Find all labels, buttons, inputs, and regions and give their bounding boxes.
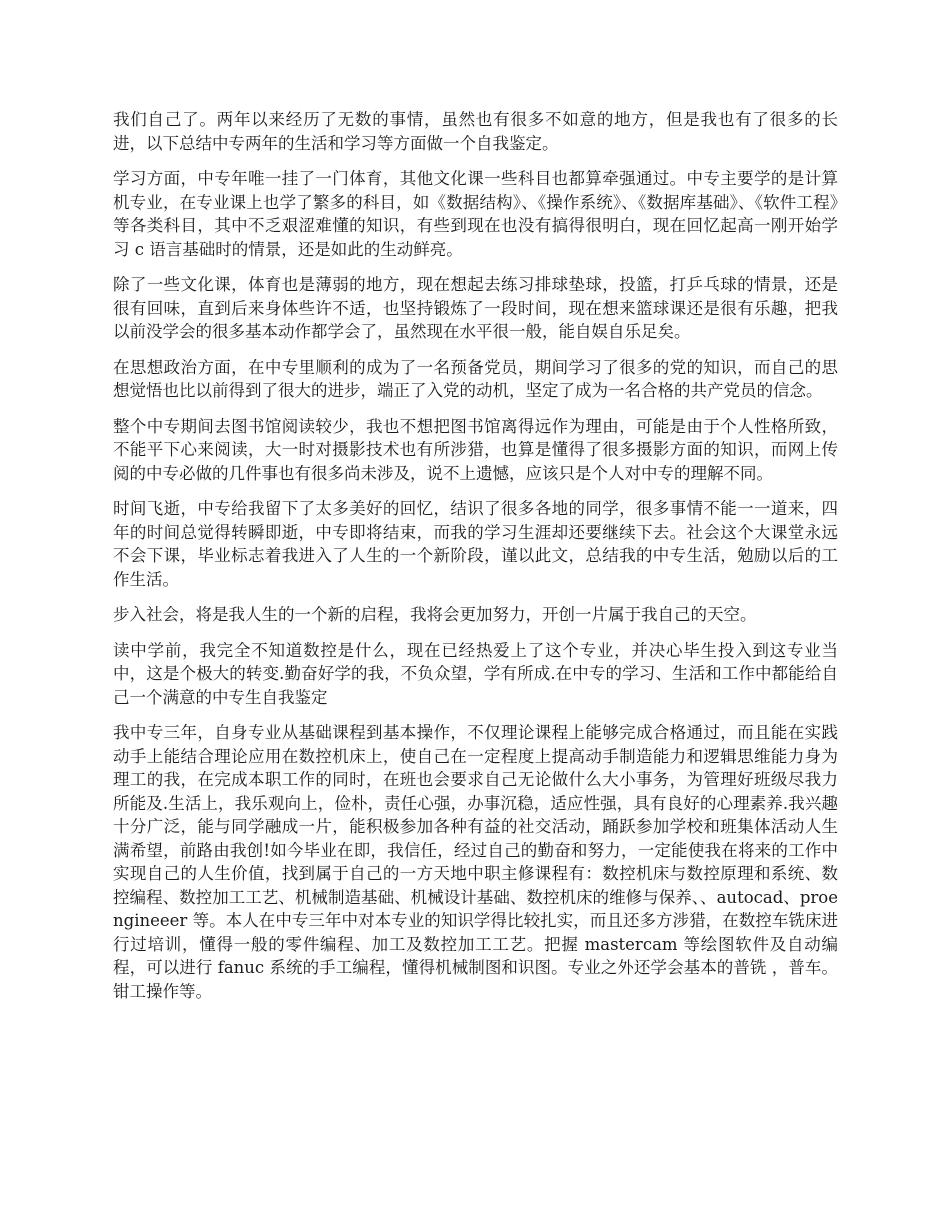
paragraph: 时间飞逝，中专给我留下了太多美好的回忆，结识了很多各地的同学，很多事情不能一一道来，四年的时间总觉得转瞬即逝，中专即将结束，而我的学习生涯却还要继续下去。社会这个大课堂永远不会下课，毕业标志着我进入了人生的一个新阶段，谨以此文，总结我的中专生活，勉励以后的工作生活。 (113, 499, 838, 589)
paragraph: 我中专三年，自身专业从基础课程到基本操作，不仅理论课程上能够完成合格通过，而且能在实践动手上能结合理论应用在数控机床上，使自己在一定程度上提高动手制造能力和逻辑思维能力身为理工的我，在完成本职工作的同时，在班也会要求自己无论做什么大小事务，为管理好班级尽我力所能及.生活上，我乐观向上，俭朴，责任心强，办事沉稳，适应性强，具有良好的心理素养.我兴趣十分广泛，能与同学融成一片，能积极参加各种有益的社交活动，踊跃参加学校和班集体活动人生满希望，前路由我创!如今毕业在即，我信任，经过自己的勤奋和努力，一定能使我在将来的工作中实现自己的人生价值，找到属于自己的一方天地中职主修课程有：数控机床与数控原理和系统、数控编程、数控加工工艺、机械制造基础、机械设计基础、数控机床的维修与保养、、autocad、proengineeer 等。本人在中专三年中对本专业的知识学得比较扎实，而且还多方涉猎，在数控车铣床进行过培训，懂得一般的零件编程、加工及数控加工工艺。把握 mastercam 等绘图软件及自动编程，可以进行 fanuc 系统的手工编程，懂得机械制图和识图。专业之外还学会基本的普铣 ，普车。钳工操作等。 (113, 723, 838, 1001)
paragraph: 步入社会，将是我人生的一个新的启程，我将会更加努力，开创一片属于我自己的天空。 (113, 605, 757, 624)
paragraph: 整个中专期间去图书馆阅读较少，我也不想把图书馆离得远作为理由，可能是由于个人性格所致，不能平下心来阅读，大一时对摄影技术也有所涉猎，也算是懂得了很多摄影方面的知识，而网上传阅的中专必做的几件事也有很多尚未涉及，说不上遗憾，应该只是个人对中专的理解不同。 (113, 416, 838, 483)
paragraph: 我们自己了。两年以来经历了无数的事情，虽然也有很多不如意的地方，但是我也有了很多的长进，以下总结中专两年的生活和学习等方面做一个自我鉴定。 (113, 110, 838, 153)
paragraph: 读中学前，我完全不知道数控是什么，现在已经热爱上了这个专业，并决心毕生投入到这专业当中，这是个极大的转变.勤奋好学的我，不负众望，学有所成.在中专的学习、生活和工作中都能给自己一个满意的中专生自我鉴定 (113, 640, 838, 707)
paragraph: 除了一些文化课，体育也是薄弱的地方，现在想起去练习排球垫球，投篮，打乒乓球的情景，还是很有回味，直到后来身体些许不适，也坚持锻炼了一段时间，现在想来篮球课还是很有乐趣，把我以前没学会的很多基本动作都学会了，虽然现在水平很一般，能自娱自乐足矣。 (113, 275, 838, 341)
paragraph: 在思想政治方面，在中专里顺利的成为了一名预备党员，期间学习了很多的党的知识，而自己的思想觉悟也比以前得到了很大的进步，端正了入党的动机，坚定了成为一名合格的共产党员的信念。 (113, 357, 838, 400)
document-body (113, 108, 838, 1015)
paragraph: 学习方面，中专年唯一挂了一门体育，其他文化课一些科目也都算牵强通过。中专主要学的是计算机专业，在专业课上也学了繁多的科目，如《数据结构》、《操作系统》、《数据库基础》、《软件工程》等各类科目，其中不乏艰涩难懂的知识，有些到现在也没有搞得很明白，现在回忆起高一刚开始学习 c 语言基础时的情景，还是如此的生动鲜亮。 (113, 169, 838, 259)
